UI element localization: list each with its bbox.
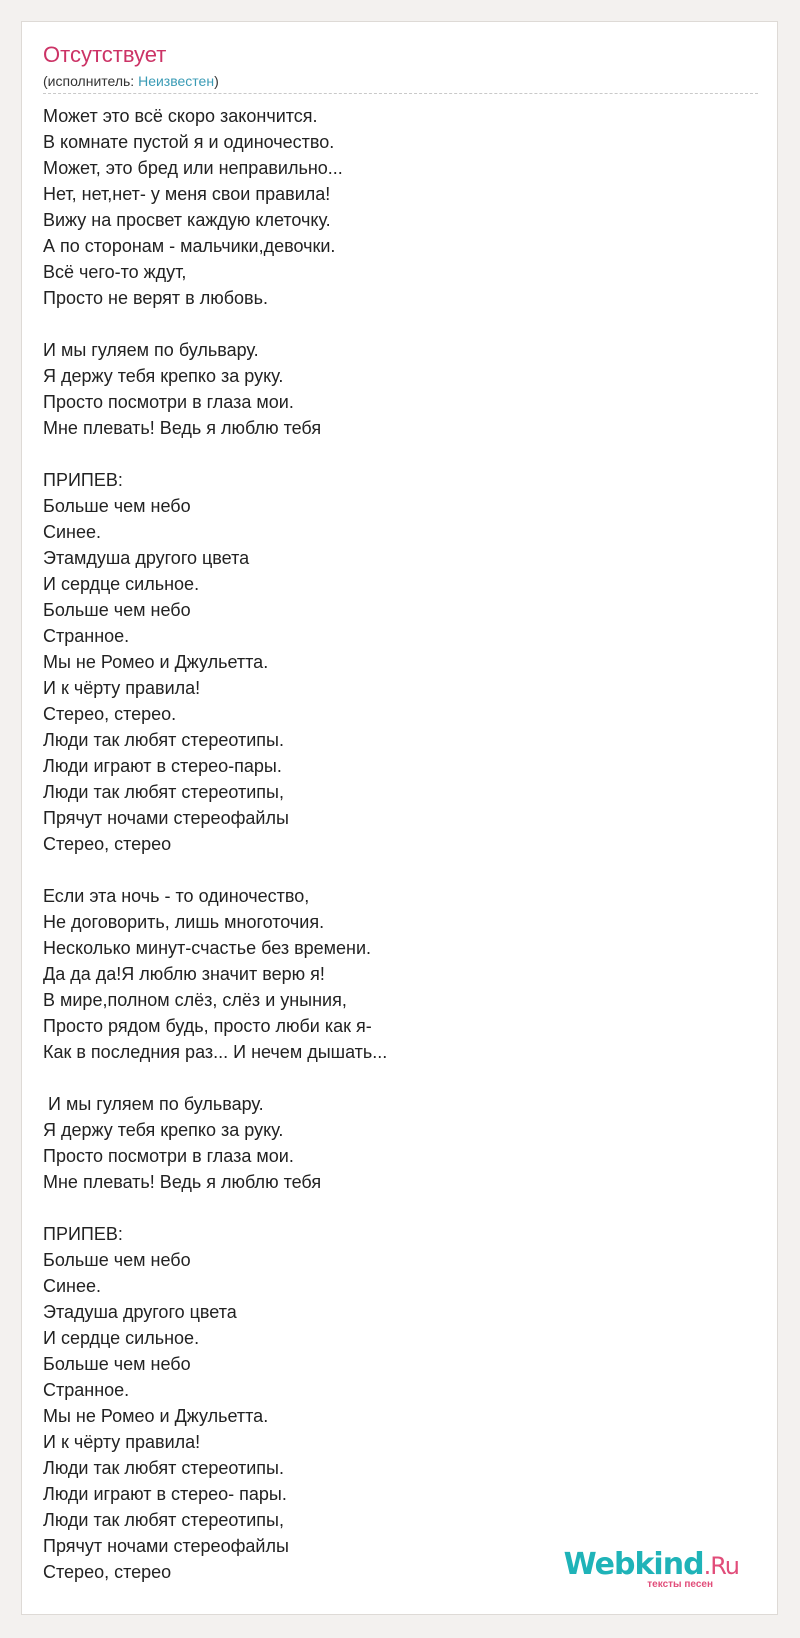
artist-prefix: (исполнитель: bbox=[43, 73, 139, 89]
lyric-line: Люди так любят стереотипы. bbox=[43, 730, 284, 750]
lyric-line: Может это всё скоро закончится. bbox=[43, 106, 318, 126]
lyrics-card bbox=[21, 21, 778, 1615]
lyric-line: Если эта ночь - то одиночество, bbox=[43, 886, 310, 906]
lyric-line: Нет, нет,нет- у меня свои правила! bbox=[43, 184, 331, 204]
lyric-line: Больше чем небо bbox=[43, 496, 191, 516]
lyric-line: И мы гуляем по бульвару. bbox=[43, 340, 259, 360]
lyric-line: Мне плевать! Ведь я люблю тебя bbox=[43, 1172, 322, 1192]
lyric-line: Не договорить, лишь многоточия. bbox=[43, 912, 325, 932]
lyric-line bbox=[43, 1065, 387, 1091]
lyric-line: Этадуша другого цвета bbox=[43, 1302, 237, 1322]
dashed-divider bbox=[43, 93, 758, 94]
site-logo[interactable] bbox=[539, 1548, 739, 1592]
lyric-line: Стерео, стерео. bbox=[43, 704, 177, 724]
lyric-line: Странное. bbox=[43, 626, 130, 646]
lyric-line: Я держу тебя крепко за руку. bbox=[43, 1120, 284, 1140]
artist-suffix: ) bbox=[214, 73, 219, 89]
artist-line bbox=[43, 72, 219, 90]
logo-brand: Webkind bbox=[563, 1547, 704, 1582]
lyric-line: Как в последния раз... И нечем дышать... bbox=[43, 1042, 388, 1062]
lyric-line: И мы гуляем по бульвару. bbox=[43, 1094, 264, 1114]
lyric-line: Прячут ночами стереофайлы bbox=[43, 1536, 289, 1556]
lyric-line: Вижу на просвет каждую клеточку. bbox=[43, 210, 331, 230]
lyric-line: Люди так любят стереотипы, bbox=[43, 782, 284, 802]
lyric-line: Синее. bbox=[43, 522, 102, 542]
lyric-line bbox=[43, 857, 387, 883]
lyric-line: И к чёрту правила! bbox=[43, 678, 201, 698]
lyric-line: Просто посмотри в глаза мои. bbox=[43, 1146, 294, 1166]
lyric-line: Больше чем небо bbox=[43, 1250, 191, 1270]
lyric-line: В мире,полном слёз, слёз и уныния, bbox=[43, 990, 347, 1010]
song-title: Отсутствует bbox=[43, 42, 167, 67]
lyric-line: Этамдуша другого цвета bbox=[43, 548, 250, 568]
lyric-line: И к чёрту правила! bbox=[43, 1432, 201, 1452]
lyric-line: И сердце сильное. bbox=[43, 574, 200, 594]
lyric-line: Люди играют в стерео- пары. bbox=[43, 1484, 287, 1504]
logo-tagline: тексты песен bbox=[647, 1579, 713, 1590]
lyric-line: Люди так любят стереотипы. bbox=[43, 1458, 284, 1478]
lyric-line bbox=[43, 1195, 387, 1221]
lyric-line: Просто рядом будь, просто люби как я- bbox=[43, 1016, 372, 1036]
lyric-line: Люди так любят стереотипы, bbox=[43, 1510, 284, 1530]
lyric-line: Прячут ночами стереофайлы bbox=[43, 808, 289, 828]
lyric-line: Странное. bbox=[43, 1380, 130, 1400]
lyric-line: Просто посмотри в глаза мои. bbox=[43, 392, 294, 412]
logo-wordmark bbox=[564, 1548, 739, 1583]
lyric-line: Стерео, стерео bbox=[43, 834, 172, 854]
lyric-line: Всё чего-то ждут, bbox=[43, 262, 187, 282]
lyric-line: И сердце сильное. bbox=[43, 1328, 200, 1348]
lyric-line: ПРИПЕВ: bbox=[43, 470, 123, 490]
lyric-line: Синее. bbox=[43, 1276, 102, 1296]
lyric-line: Я держу тебя крепко за руку. bbox=[43, 366, 284, 386]
lyric-line: ПРИПЕВ: bbox=[43, 1224, 123, 1244]
lyric-line: Больше чем небо bbox=[43, 1354, 191, 1374]
lyric-line: Да да да!Я люблю значит верю я! bbox=[43, 964, 325, 984]
lyric-line: Мы не Ромео и Джульетта. bbox=[43, 652, 269, 672]
lyric-line: Стерео, стерео bbox=[43, 1562, 172, 1582]
lyric-line: А по сторонам - мальчики,девочки. bbox=[43, 236, 336, 256]
lyric-line: Мы не Ромео и Джульетта. bbox=[43, 1406, 269, 1426]
artist-link[interactable]: Неизвестен bbox=[138, 73, 215, 89]
lyric-line bbox=[43, 441, 387, 467]
lyric-line: Люди играют в стерео-пары. bbox=[43, 756, 282, 776]
lyric-line bbox=[43, 311, 387, 337]
lyric-line: Просто не верят в любовь. bbox=[43, 288, 268, 308]
lyric-line: Больше чем небо bbox=[43, 600, 191, 620]
lyric-line: В комнате пустой я и одиночество. bbox=[43, 132, 335, 152]
lyrics-text bbox=[43, 103, 387, 1585]
logo-tld: .Ru bbox=[703, 1552, 739, 1580]
lyric-line: Может, это бред или неправильно... bbox=[43, 158, 343, 178]
lyric-line: Мне плевать! Ведь я люблю тебя bbox=[43, 418, 322, 438]
lyric-line: Несколько минут-счастье без времени. bbox=[43, 938, 372, 958]
